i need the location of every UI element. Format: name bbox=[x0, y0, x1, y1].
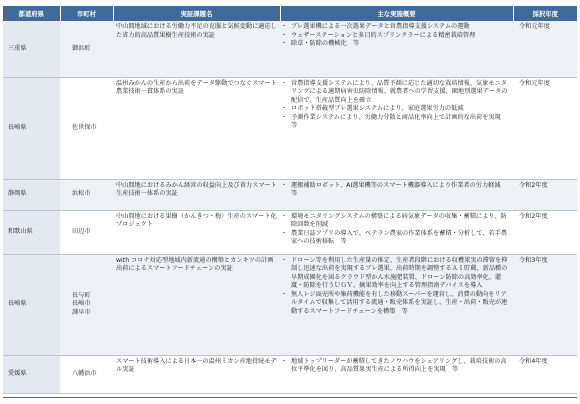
cell-project-title: 温州みかんの生産から出荷をデータ駆動でつなぐスマート農業技術一貫体系の実証 bbox=[113, 77, 280, 179]
cell-prefecture: 三重県 bbox=[3, 21, 60, 77]
list-item: ・ 予測作業システムにより、労働力分散と商品化率向上で計画的な出荷を実現 等 bbox=[283, 114, 510, 131]
project-table bbox=[3, 6, 577, 394]
cell-prefecture: 静岡県 bbox=[3, 179, 60, 210]
cell-municipality bbox=[60, 210, 113, 254]
cell-municipality bbox=[60, 77, 113, 179]
header-details: 主な実施概要 bbox=[280, 6, 513, 21]
table-body bbox=[3, 21, 577, 393]
table-header-row bbox=[3, 6, 577, 21]
cell-project-title: スマート技術導入による日本一の温州ミカン産地持続モデル実証 bbox=[113, 355, 280, 393]
details-list bbox=[283, 213, 510, 247]
municipality-name: 長崎市 bbox=[72, 300, 91, 308]
cell-prefecture: 長崎県 bbox=[3, 254, 60, 355]
municipality-name: 諫早市 bbox=[72, 308, 91, 316]
table-bottom-rule bbox=[3, 397, 577, 398]
table-row bbox=[3, 355, 577, 393]
cell-details bbox=[280, 254, 513, 355]
header-municipality: 市町村 bbox=[60, 6, 113, 21]
list-item: ・ 環境モニタリングシステムの構築による病気象データの収集・蓄積により、防除回数を削減 bbox=[283, 213, 510, 230]
list-item: ・ ブレ選果機による一次選果データと営農指導支援システムの運動 bbox=[283, 23, 510, 32]
cell-year: 令和4年度 bbox=[513, 355, 577, 393]
details-list bbox=[283, 23, 510, 49]
cell-municipality bbox=[60, 355, 113, 393]
cell-prefecture: 長崎県 bbox=[3, 77, 60, 179]
header-project: 実証課題名 bbox=[113, 6, 280, 21]
cell-municipality bbox=[60, 254, 113, 355]
municipality-name: 佐世保市 bbox=[72, 123, 97, 131]
header-year: 採択年度 bbox=[513, 6, 577, 21]
details-list bbox=[283, 80, 510, 131]
cell-year: 令和元年度 bbox=[513, 77, 577, 179]
cell-details bbox=[280, 21, 513, 77]
list-item: ・ 地域トップリーダーが蓄積してきたノウハウをシェアリングし、栽培技術の高位平準化を図り、高品質果実生産による所得向上を実現 等 bbox=[283, 358, 510, 375]
table-row bbox=[3, 210, 577, 254]
cell-municipality bbox=[60, 21, 113, 77]
project-table-container bbox=[3, 6, 577, 394]
municipality-name: 浜松市 bbox=[72, 190, 91, 198]
cell-project-title: with コロナ対応型地域内新流通の構築とカンキツの計画出荷によるスマートフードチェーンの実証 bbox=[113, 254, 280, 355]
cell-year: 令和2年度 bbox=[513, 179, 577, 210]
list-item: ・ 農業日誌アプリの導入で、ベテラン農家の作業体系を蓄積・分析して、若手農家への技術移転 等 bbox=[283, 230, 510, 247]
cell-project-title: 中山間地における果樹（かんきつ・梅）生産のスマート化プロジェクト bbox=[113, 210, 280, 254]
list-item: ・ ウェザーステーションと多目的スプリンクラーによる精密栽培管理 bbox=[283, 32, 510, 41]
list-item: ・ ドローン等を利用した生産量の推定、生産者段階における収穫果実の滞留を抑制し迅速な出荷を実現するブレ選果、出荷時期を調整するＡＩ貯蔵、新品種の早期成園化を図るクラウド型かん水施肥装置、ドローン防除の高効率化、灌漑・防除を行うＵＧＶ、摘果効率を向上する管理指南デバイスを導入 bbox=[283, 257, 510, 291]
cell-details bbox=[280, 179, 513, 210]
details-list bbox=[283, 182, 510, 199]
cell-details bbox=[280, 77, 513, 179]
cell-prefecture: 愛媛県 bbox=[3, 355, 60, 393]
cell-municipality bbox=[60, 179, 113, 210]
cell-project-title: 中山間地域における労働力不足の克服と気候変動に適応した省力的高品質果樹生産技術の実証 bbox=[113, 21, 280, 77]
table-row bbox=[3, 179, 577, 210]
cell-project-title: 中山間地におけるみかん経営の収益向上及び省力スマート生産技術一体系の実証 bbox=[113, 179, 280, 210]
table-row bbox=[3, 21, 577, 77]
header-prefecture: 都道府県 bbox=[3, 6, 60, 21]
cell-year: 令和2年度 bbox=[513, 210, 577, 254]
municipality-name: 御浜町 bbox=[72, 44, 91, 52]
cell-details bbox=[280, 355, 513, 393]
details-list bbox=[283, 358, 510, 375]
municipality-name: 長与町 bbox=[72, 291, 91, 299]
cell-details bbox=[280, 210, 513, 254]
municipality-name: 田辺市 bbox=[72, 227, 91, 235]
list-item: ・ 営農指導支援システムにより、品質予測に応じた適切な栽培情報、気象モニタリングによる適期病害虫防除情報、就農者への学習支援、園地別選果データの配信で、生産品質向上を確立 bbox=[283, 80, 510, 106]
cell-prefecture: 和歌山県 bbox=[3, 210, 60, 254]
list-item: ・ 運搬補助ロボット、AI選果機等のスマート機器導入により作業者の労力軽減 等 bbox=[283, 182, 510, 199]
details-list bbox=[283, 257, 510, 317]
list-item: ・ ロボット搭載型ブレ選果システムにより、家庭選果労力の低減 bbox=[283, 105, 510, 114]
list-item: ・ 除草・防除の機械化 等 bbox=[283, 40, 510, 49]
cell-year: 令和3年度 bbox=[513, 254, 577, 355]
table-row bbox=[3, 254, 577, 355]
table-row bbox=[3, 77, 577, 179]
list-item: ・ 無人レジ面売所や集荷機能を有した移動スーパーを運営し、消費の動向をリアルタイムで収集して活用する流通・販売体系を実証し、生産・出荷・販売が連動するスマートフードチェーンを構築 等 bbox=[283, 291, 510, 317]
municipality-name: 八幡浜市 bbox=[72, 369, 97, 377]
cell-year: 令和元年度 bbox=[513, 21, 577, 77]
